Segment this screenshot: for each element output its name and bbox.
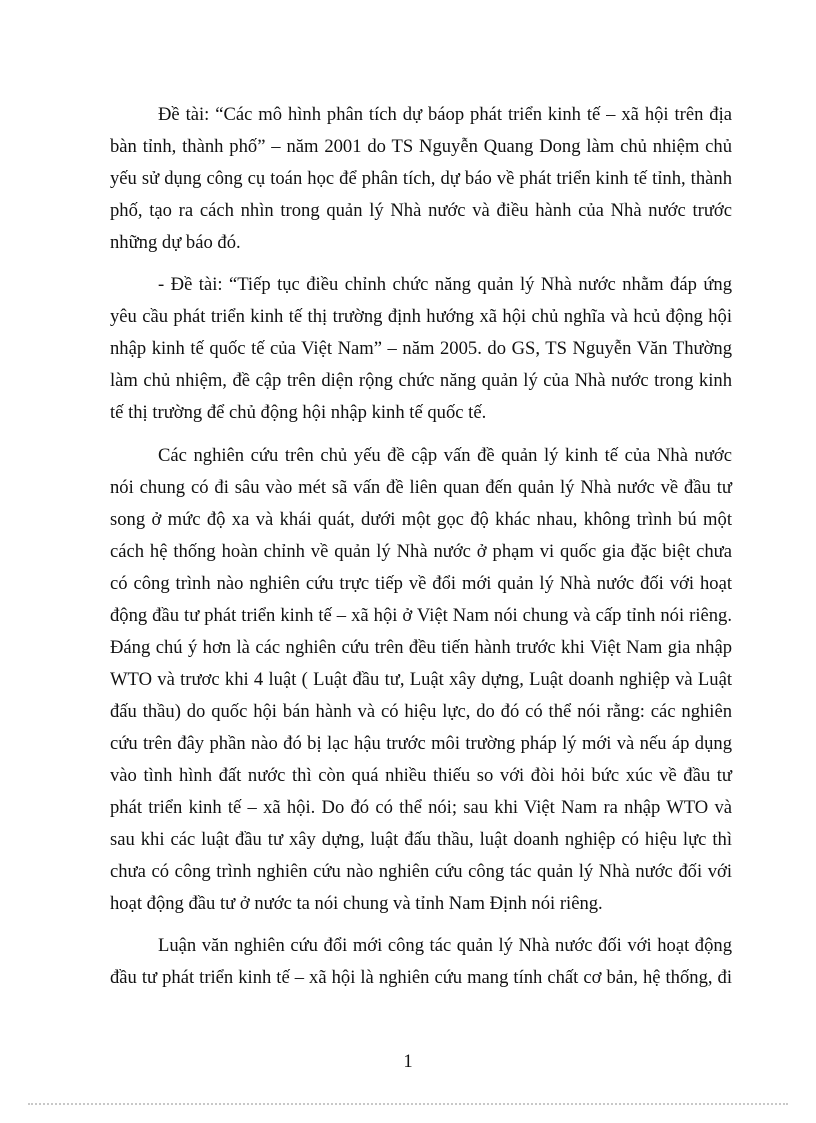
paragraph-line: vào tình hình đất nước thì còn quá nhiều thiếu so với đòi hỏi bức xúc về đầu tư [110, 765, 732, 786]
paragraph-line: song ở mức độ xa và khái quát, dưới một gọc độ khác nhau, không trình bú một [110, 509, 732, 530]
paragraph-line: Luận văn nghiên cứu đổi mới công tác quản lý Nhà nước đối với hoạt động [158, 935, 732, 956]
paragraph-line: Các nghiên cứu trên chủ yếu đề cập vấn đề quản lý kinh tế của Nhà nước [158, 445, 732, 466]
paragraph-line: cứu trên đây phần nào đó bị lạc hậu trước môi trường pháp lý mới và nếu áp dụng [110, 733, 732, 754]
paragraph-line: Đề tài: “Các mô hình phân tích dự báop phát triển kinh tế – xã hội trên địa [158, 104, 732, 125]
paragraph-line: - Đề tài: “Tiếp tục điều chỉnh chức năng quản lý Nhà nước nhằm đáp ứng [158, 274, 732, 295]
paragraph-line: phát triển kinh tế – xã hội. Do đó có thể nói; sau khi Việt Nam ra nhập WTO và [110, 797, 732, 818]
paragraph-line: bàn tỉnh, thành phố” – năm 2001 do TS Nguyễn Quang Dong làm chủ nhiệm chủ [110, 136, 732, 157]
paragraph-line: yêu cầu phát triển kinh tế thị trường định hướng xã hội chủ nghĩa và hcủ động hội [110, 306, 732, 327]
paragraph-line: có công trình nào nghiên cứu trực tiếp về đổi mới quản lý Nhà nước đối với hoạt [110, 573, 732, 594]
paragraph-line: chưa có công trình nghiên cứu nào nghiên cứu công tác quản lý Nhà nước đối với [110, 861, 732, 882]
paragraph-line: nói chung có đi sâu vào mét sã vấn đề liên quan đến quản lý Nhà nước về đầu tư [110, 477, 732, 498]
paragraph-line: WTO và trươc khi 4 luật ( Luật đầu tư, Luật xây dựng, Luật doanh nghiệp và Luật [110, 669, 732, 690]
page-number: 1 [403, 1051, 413, 1072]
paragraph-line: động đầu tư phát triển kinh tế – xã hội ở Việt Nam nói chung và cấp tỉnh nói riêng. [110, 605, 732, 626]
paragraph-line: nhập kinh tế quốc tế của Việt Nam” – năm 2005. do GS, TS Nguyễn Văn Thường [110, 338, 732, 359]
paragraph-line: làm chủ nhiệm, đề cập trên diện rộng chức năng quản lý của Nhà nước trong kinh [110, 370, 732, 391]
paragraph-line: phố, tạo ra cách nhìn trong quản lý Nhà nước và điều hành của Nhà nước trước [110, 200, 732, 221]
paragraph-line: yếu sử dụng công cụ toán học để phân tích, dự báo về phát triển kinh tế tỉnh, thành [110, 168, 732, 189]
paragraph-line: đầu tư phát triển kinh tế – xã hội là nghiên cứu mang tính chất cơ bản, hệ thống, đi [110, 967, 732, 988]
page-bottom-border [28, 1103, 788, 1105]
paragraph-line: những dự báo đó. [110, 232, 241, 253]
paragraph-line: Đáng chú ý hơn là các nghiên cứu trên đều tiến hành trước khi Việt Nam gia nhập [110, 637, 732, 658]
paragraph-line: đấu thầu) do quốc hội bán hành và có hiệu lực, do đó có thể nói rằng: các nghiên [110, 701, 732, 722]
paragraph-line: hoạt động đầu tư ở nước ta nói chung và tỉnh Nam Định nói riêng. [110, 893, 603, 914]
paragraph-line: tế thị trường để chủ động hội nhập kinh tế quốc tế. [110, 402, 487, 423]
paragraph-line: cách hệ thống hoàn chỉnh về quản lý Nhà nước ở phạm vi quốc gia đặc biệt chưa [110, 541, 732, 562]
paragraph-line: sau khi các luật đầu tư xây dựng, luật đấu thầu, luật doanh nghiệp có hiệu lực thì [110, 829, 732, 850]
